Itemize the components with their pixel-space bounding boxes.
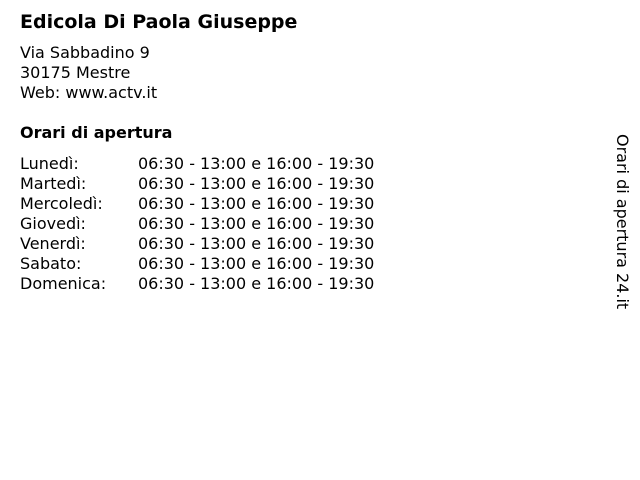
hours-row-monday — [20, 154, 374, 174]
hours-row-wednesday — [20, 194, 374, 214]
hours-time: 06:30 - 13:00 e 16:00 - 19:30 — [138, 274, 375, 293]
opening-hours-table — [20, 154, 374, 294]
hours-day: Martedì: — [20, 174, 87, 193]
site-watermark: Orari di apertura 24.it — [613, 134, 632, 310]
hours-day: Mercoledì: — [20, 194, 103, 213]
address-web[interactable]: Web: www.actv.it — [20, 83, 158, 102]
hours-row-tuesday — [20, 174, 374, 194]
hours-day: Domenica: — [20, 274, 107, 293]
hours-day: Lunedì: — [20, 154, 79, 173]
hours-time: 06:30 - 13:00 e 16:00 - 19:30 — [138, 154, 375, 173]
hours-time: 06:30 - 13:00 e 16:00 - 19:30 — [138, 234, 375, 253]
hours-row-thursday — [20, 214, 374, 234]
hours-time: 06:30 - 13:00 e 16:00 - 19:30 — [138, 254, 375, 273]
address-block — [20, 43, 157, 103]
hours-row-sunday — [20, 274, 374, 294]
hours-row-friday — [20, 234, 374, 254]
hours-row-saturday — [20, 254, 374, 274]
page-title: Edicola Di Paola Giuseppe — [20, 11, 298, 33]
hours-day: Venerdì: — [20, 234, 86, 253]
hours-day: Giovedì: — [20, 214, 86, 233]
hours-time: 06:30 - 13:00 e 16:00 - 19:30 — [138, 194, 375, 213]
address-street: Via Sabbadino 9 — [20, 43, 150, 62]
address-city: 30175 Mestre — [20, 63, 131, 82]
hours-time: 06:30 - 13:00 e 16:00 - 19:30 — [138, 174, 375, 193]
hours-time: 06:30 - 13:00 e 16:00 - 19:30 — [138, 214, 375, 233]
hours-day: Sabato: — [20, 254, 82, 273]
opening-hours-heading: Orari di apertura — [20, 123, 173, 142]
